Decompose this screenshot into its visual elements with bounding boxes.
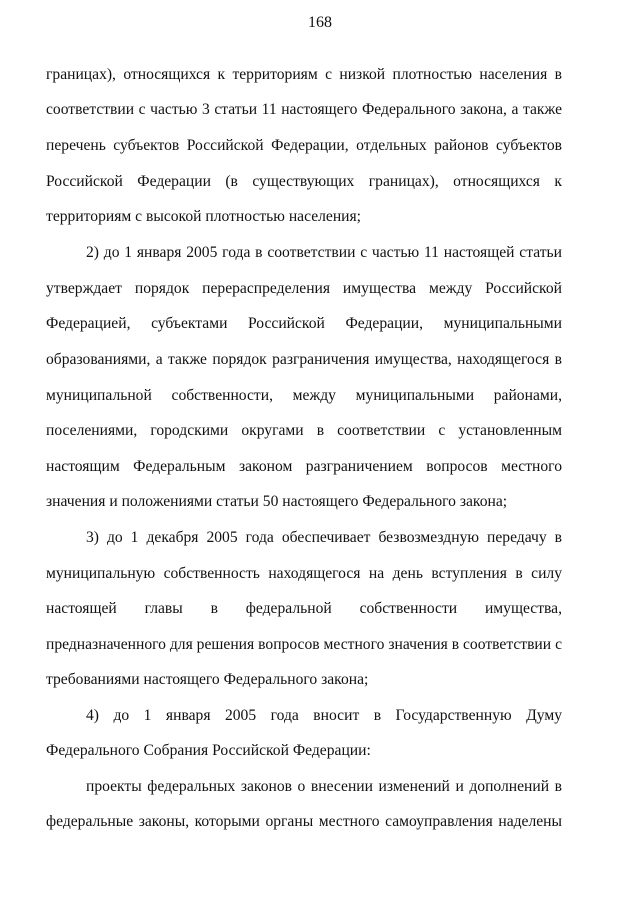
paragraph-first-line: 3) до 1 декабря 2005 года обеспечивает безвозмездную передачу в [86, 529, 562, 546]
paragraph-first-line: проекты федеральных законов о внесении изменений и дополнений в [86, 778, 562, 795]
text-line: перечень субъектов Российской Федерации, отдельных районов субъектов [46, 137, 562, 154]
text-line: поселениями, городскими округами в соответствии с установленным [46, 422, 562, 439]
text-line: предназначенного для решения вопросов местного значения в соответствии с [46, 636, 562, 653]
paragraph-first-line: 4) до 1 января 2005 года вносит в Государственную Думу [86, 707, 562, 724]
page-number: 168 [308, 14, 332, 31]
text-line: Федерацией, субъектами Российской Федерации, муниципальными [46, 315, 562, 332]
text-line: образованиями, а также порядок разграничения имущества, находящегося в [46, 351, 562, 368]
text-line: значения и положениями статьи 50 настоящего Федерального закона; [46, 493, 508, 510]
text-line: территориям с высокой плотностью населения; [46, 208, 362, 225]
text-line: Федерального Собрания Российской Федерации: [46, 742, 371, 759]
text-line: соответствии с частью 3 статьи 11 настоящего Федерального закона, а также [46, 101, 562, 118]
text-line: границах), относящихся к территориям с низкой плотностью населения в [46, 66, 562, 83]
text-line: федеральные законы, которыми органы местного самоуправления наделены [46, 813, 562, 830]
text-line: настоящей главы в федеральной собственности имущества, [46, 600, 562, 617]
text-line: Российской Федерации (в существующих границах), относящихся к [46, 173, 562, 190]
text-line: муниципальной собственности, между муниципальными районами, [46, 387, 562, 404]
text-line: настоящим Федеральным законом разграничением вопросов местного [46, 458, 562, 475]
text-line: требованиями настоящего Федерального закона; [46, 671, 369, 688]
text-line: муниципальную собственность находящегося на день вступления в силу [46, 565, 562, 582]
paragraph-first-line: 2) до 1 января 2005 года в соответствии с частью 11 настоящей статьи [86, 244, 562, 261]
text-line: утверждает порядок перераспределения имущества между Российской [46, 280, 562, 297]
